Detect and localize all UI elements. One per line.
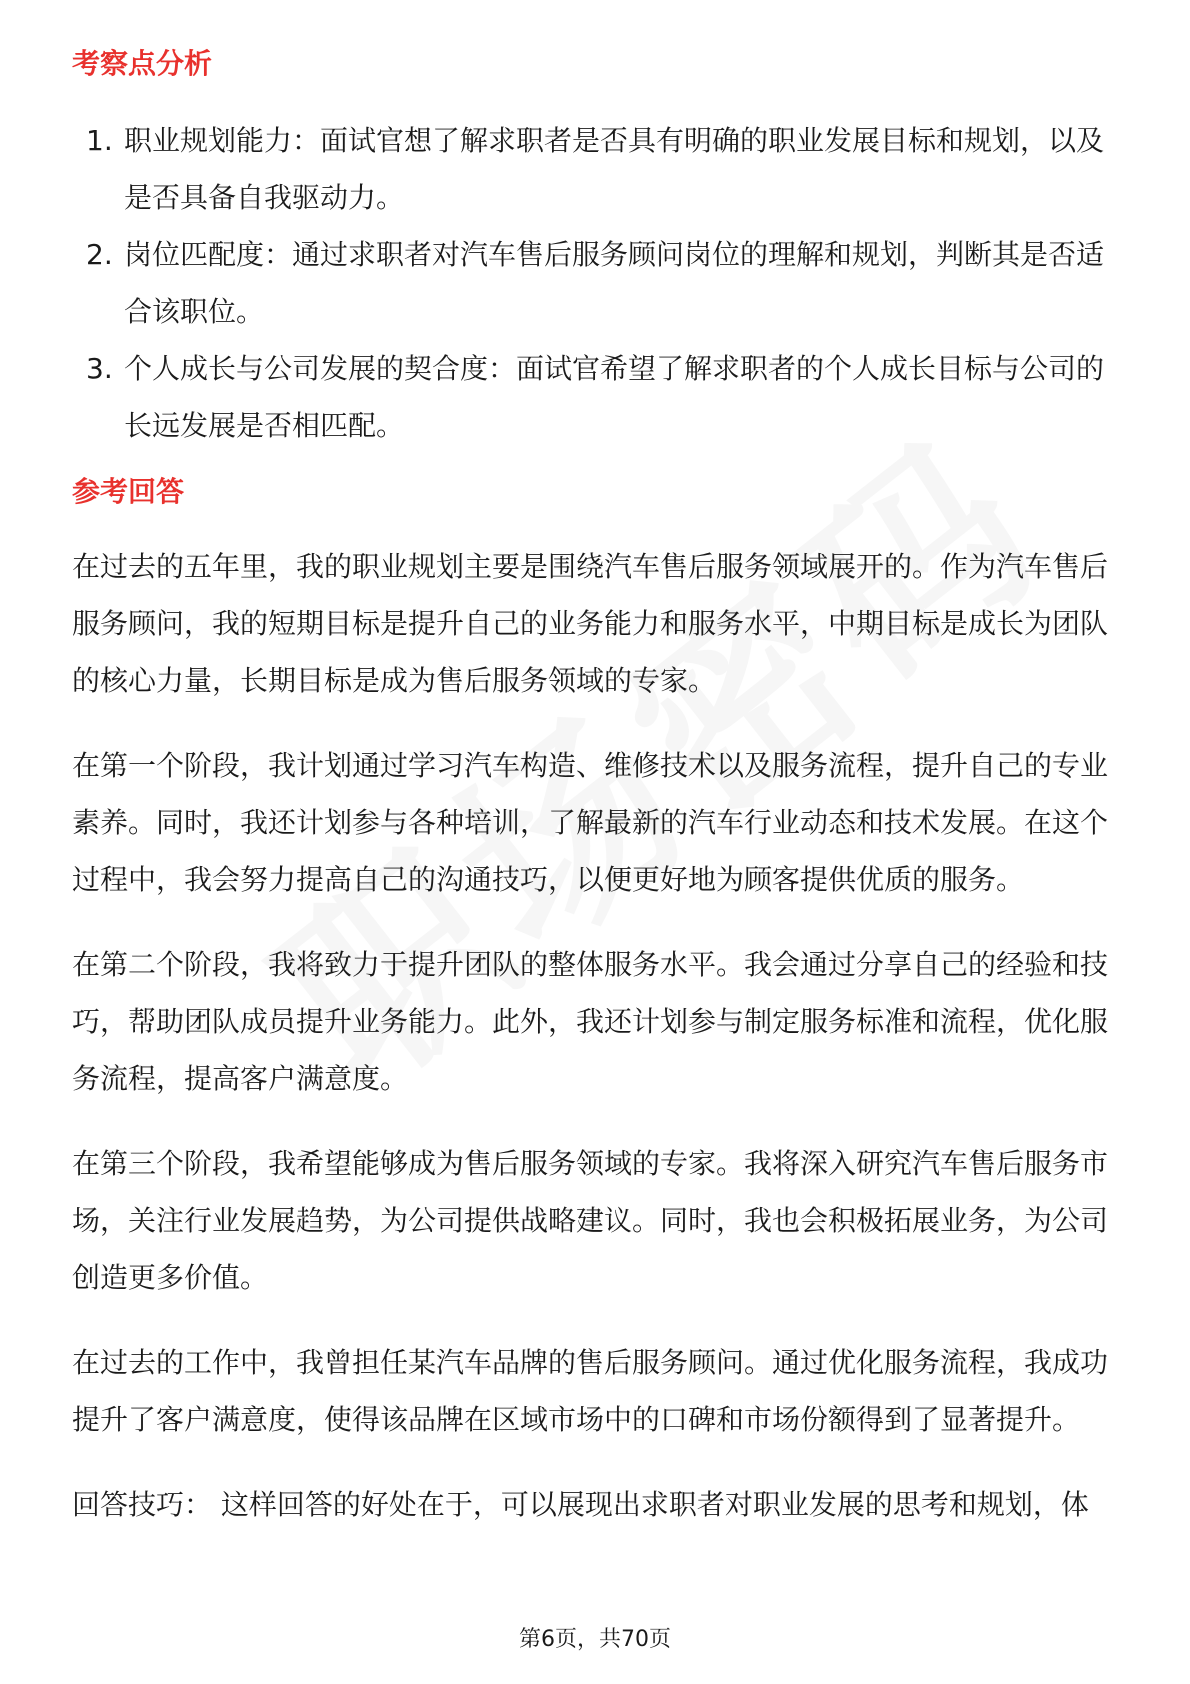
paragraph: 在第三个阶段，我希望能够成为售后服务领域的专家。我将深入研究汽车售后服务市场，关注行业发展趋势，为公司提供战略建议。同时，我也会积极拓展业务，为公司创造更多价值。: [72, 1147, 1109, 1294]
paragraph: 在第二个阶段，我将致力于提升团队的整体服务水平。我会通过分享自己的经验和技巧，帮助团队成员提升业务能力。此外，我还计划参与制定服务标准和流程，优化服务流程，提高客户满意度。: [72, 948, 1109, 1095]
page-number-footer: 第6页，共70页: [519, 1627, 671, 1652]
list-item-number: 3.: [86, 352, 113, 385]
paragraph: 在过去的五年里，我的职业规划主要是围绕汽车售后服务领域展开的。作为汽车售后服务顾问，我的短期目标是提升自己的业务能力和服务水平，中期目标是成长为团队的核心力量，长期目标是成为售后服务领域的专家。: [72, 550, 1109, 697]
reference-section-title: 参考回答: [72, 475, 185, 508]
list-item: [72, 340, 1122, 454]
analysis-section-title: 考察点分析: [72, 47, 213, 80]
list-item-number: 1.: [86, 124, 113, 157]
list-item: [72, 226, 1122, 340]
list-item-text: 个人成长与公司发展的契合度：面试官希望了解求职者的个人成长目标与公司的长远发展是否相匹配。: [124, 352, 1105, 442]
list-item-text: 岗位匹配度：通过求职者对汽车售后服务顾问岗位的理解和规划，判断其是否适合该职位。: [124, 238, 1105, 328]
page-content: [72, 44, 1122, 1533]
analysis-list: [72, 112, 1122, 454]
list-item: [72, 112, 1122, 226]
paragraph: 在过去的工作中，我曾担任某汽车品牌的售后服务顾问。通过优化服务流程，我成功提升了客户满意度，使得该品牌在区域市场中的口碑和市场份额得到了显著提升。: [72, 1346, 1109, 1436]
list-item-number: 2.: [86, 238, 113, 271]
paragraph: 在第一个阶段，我计划通过学习汽车构造、维修技术以及服务流程，提升自己的专业素养。同时，我还计划参与各种培训，了解最新的汽车行业动态和技术发展。在这个过程中，我会努力提高自己的沟通技巧，以便更好地为顾客提供优质的服务。: [72, 749, 1109, 896]
list-item-text: 职业规划能力：面试官想了解求职者是否具有明确的职业发展目标和规划，以及是否具备自我驱动力。: [124, 124, 1105, 214]
answer-tips-paragraph: 回答技巧： 这样回答的好处在于，可以展现出求职者对职业发展的思考和规划，体: [72, 1488, 1089, 1521]
